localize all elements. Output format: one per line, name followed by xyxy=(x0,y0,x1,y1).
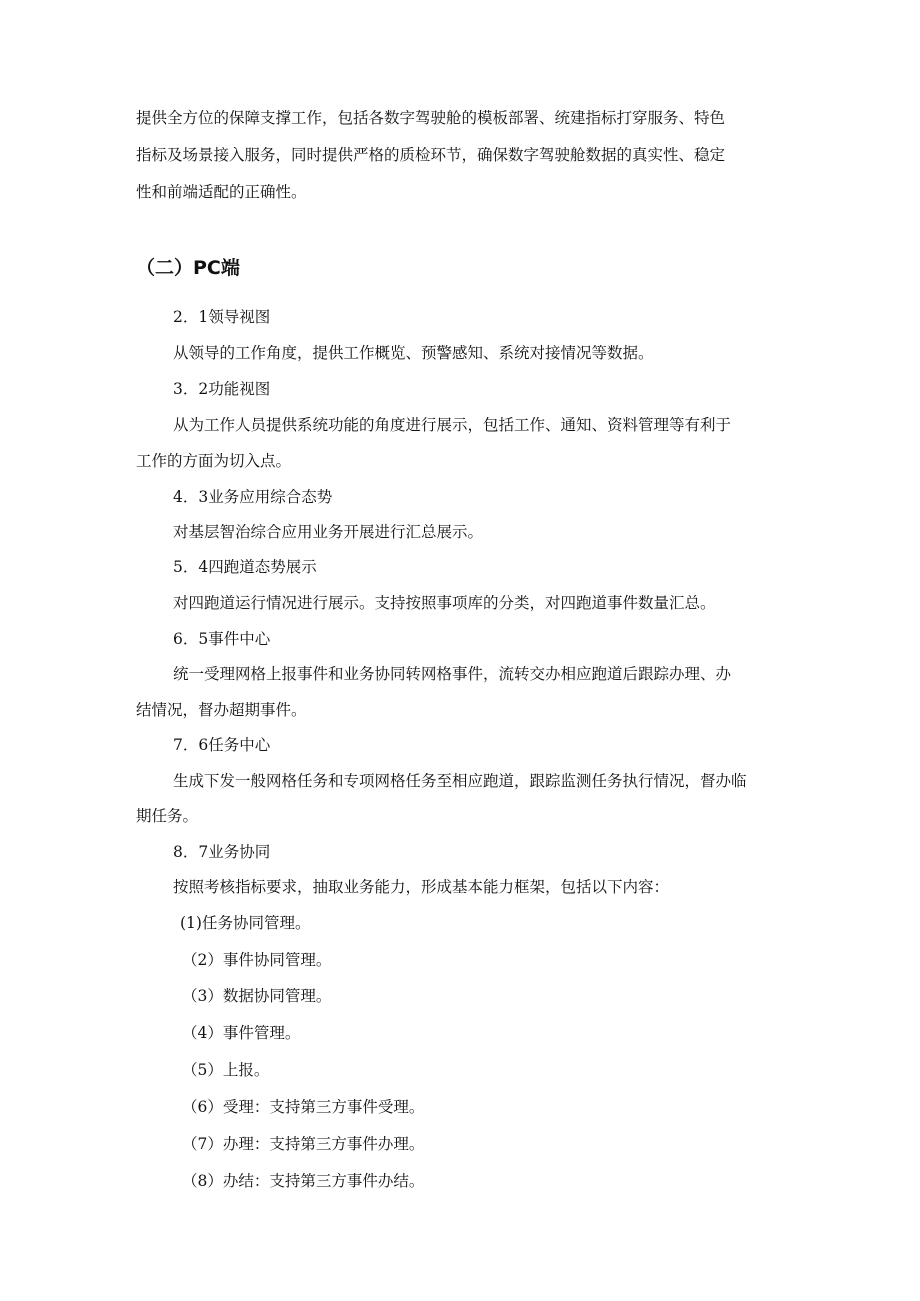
list-item: （7）办理：支持第三方事件办理。 xyxy=(182,1135,425,1153)
intro-line-3: 性和前端适配的正确性。 xyxy=(136,183,307,201)
subsection-title: 3．2功能视图 xyxy=(173,380,271,398)
paragraph-line: 对基层智治综合应用业务开展进行汇总展示。 xyxy=(173,523,484,541)
subsection-title: 2．1领导视图 xyxy=(173,308,271,326)
subsection-title: 8．7业务协同 xyxy=(173,843,271,861)
list-item: （6）受理：支持第三方事件受理。 xyxy=(182,1098,425,1116)
list-item: （8）办结：支持第三方事件办结。 xyxy=(182,1172,425,1190)
list-item: （3）数据协同管理。 xyxy=(182,987,332,1005)
list-item: (1)任务协同管理。 xyxy=(180,914,311,932)
paragraph-line: 生成下发一般网格任务和专项网格任务至相应跑道，跟踪监测任务执行情况，督办临 xyxy=(173,772,747,790)
section-heading-pc: （二）PC端 xyxy=(136,257,240,279)
list-item: （5）上报。 xyxy=(182,1061,270,1079)
subsection-title: 4．3业务应用综合态势 xyxy=(173,488,333,506)
paragraph-line: 结情况，督办超期事件。 xyxy=(136,701,307,719)
intro-line-2: 指标及场景接入服务，同时提供严格的质检环节，确保数字驾驶舱数据的真实性、稳定 xyxy=(136,146,726,164)
subsection-title: 7．6任务中心 xyxy=(173,736,271,754)
list-item: （2）事件协同管理。 xyxy=(182,951,332,969)
list-item: （4）事件管理。 xyxy=(182,1024,301,1042)
intro-line-1: 提供全方位的保障支撑工作，包括各数字驾驶舱的模板部署、统建指标打穿服务、特色 xyxy=(136,109,726,127)
paragraph-line: 统一受理网格上报事件和业务协同转网格事件，流转交办相应跑道后跟踪办理、办 xyxy=(173,665,732,683)
paragraph-line: 工作的方面为切入点。 xyxy=(136,452,292,470)
paragraph-line: 从领导的工作角度，提供工作概览、预警感知、系统对接情况等数据。 xyxy=(173,344,654,362)
paragraph-line: 按照考核指标要求，抽取业务能力，形成基本能力框架，包括以下内容： xyxy=(173,878,670,896)
paragraph-line: 期任务。 xyxy=(136,807,199,825)
subsection-title: 6．5事件中心 xyxy=(173,630,271,648)
subsection-title: 5．4四跑道态势展示 xyxy=(173,558,317,576)
paragraph-line: 从为工作人员提供系统功能的角度进行展示，包括工作、通知、资料管理等有利于 xyxy=(173,416,732,434)
paragraph-line: 对四跑道运行情况进行展示。支持按照事项库的分类，对四跑道事件数量汇总。 xyxy=(173,594,716,612)
